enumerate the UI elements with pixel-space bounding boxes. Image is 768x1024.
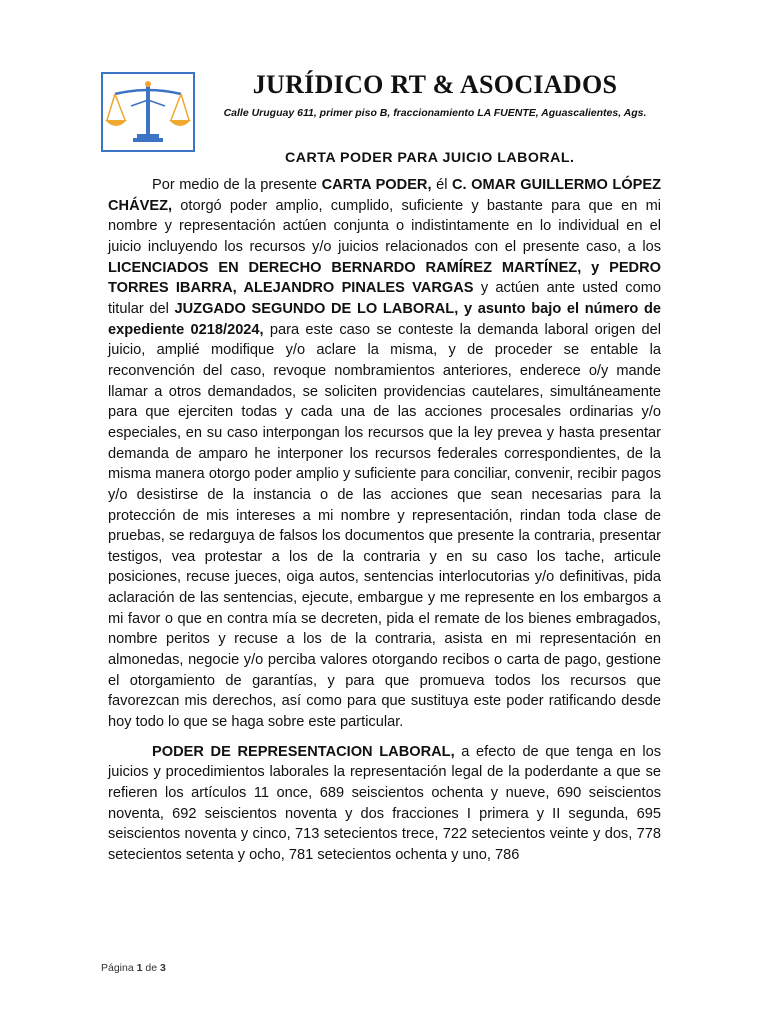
page-of: de [145,962,158,974]
firm-address: Calle Uruguay 611, primer piso B, fraccionamiento LA FUENTE, Aguascalientes, Ags. [223,107,647,119]
scales-of-justice-icon [101,72,195,152]
p1-text-1: Por medio de la presente [152,177,322,193]
document-title: CARTA PODER PARA JUICIO LABORAL. [285,150,575,166]
p1-text-3: otorgó poder amplio, cumplido, suficiente y bastante para que en mi nombre y representación actúen conjunta o indistintamente en lo individual en el juicio incluyendo los recursos y/o juicios relacionados con el presente caso, a los [108,197,661,255]
page-current: 1 [136,962,143,974]
paragraph-1 [108,175,661,733]
document-body [108,175,661,866]
p1-text-4: y actúen ante usted como titular del [108,280,661,317]
letterhead-logo [101,72,195,152]
p2-bold-1: PODER DE REPRESENTACION LABORAL, [152,743,455,760]
p1-text-2: él [431,177,452,193]
page-label: Página [101,962,134,974]
page-total: 3 [160,962,166,974]
p1-bold-3: LICENCIADOS EN DERECHO BERNARDO RAMÍREZ MARTÍNEZ, y PEDRO TORRES IBARRA, ALEJANDRO PINALES VARGAS [108,259,661,297]
page-footer [101,962,166,974]
paragraph-2 [108,742,661,866]
firm-name: JURÍDICO RT & ASOCIADOS [252,70,618,99]
p1-bold-4: JUZGADO SEGUNDO DE LO LABORAL, y asunto bajo el número de expediente 0218/2024, [108,300,661,338]
p1-bold-2: C. OMAR GUILLERMO LÓPEZ CHÁVEZ, [108,177,662,214]
p1-text-5: para este caso se conteste la demanda laboral origen del juicio, amplié modifique y/o aclare la misma, y de proceder se entable la reconvención del caso, revoque nombramientos anteriores, enderece o/y mande llamar a otros demandados, se soliciten providencias cautelares, simultáneamente para que ejerciten todas y cada una de las acciones procesales ordinarias y/o especiales, en su caso interpongan los recursos que la ley prevea y hasta presentar demanda de amparo he interponer los recursos federales correspondientes, de la misma manera otorgo poder amplio y suficiente para conciliar, convenir, recibir pagos y/o desistirse de la instancia o de las acciones que sean necesarias para la protección de mis intereses a mi nombre y representación, rindan toda clase de pruebas, se redarguya de falsos los documentos que presente la contraria, presentar testigos, vea protestar a los de la contraria y en su caso los tache, articule posiciones, recuse jueces, oiga autos, sentencias interlocutorias y/o definitivas, pida aclaración de las sentencias, ejecute, embargue y me represente en los embargos a mi favor o que en contra mía se decreten, pida el remate de los bienes embragados, nombre peritos y recuse a los de la contraria, asista en mi representación en almonedas, negocie y/o perciba valores otorgando recibos o carta de pago, gestione el otorgamiento de garantías, y para que promueva todos los recursos que favorezcan mis derechos, así como para que sustituya este poder ratificando desde hoy todo lo que se haga sobre este particular. [108,321,661,731]
p2-text-1: a efecto de que tenga en los juicios y procedimientos laborales la representación legal de la poderdante a que se refieren los artículos 11 once, 689 seiscientos ochenta y nueve, 690 seiscientos noventa, 692 seiscientos noventa y dos fracciones I primera y II segunda, 695 seiscientos noventa y cinco, 713 setecientos trece, 722 setecientos veinte y dos, 778 setecientos setenta y ocho, 781 setecientos ochenta y uno, 786 [108,743,661,863]
p1-bold-1: CARTA PODER, [321,177,432,193]
